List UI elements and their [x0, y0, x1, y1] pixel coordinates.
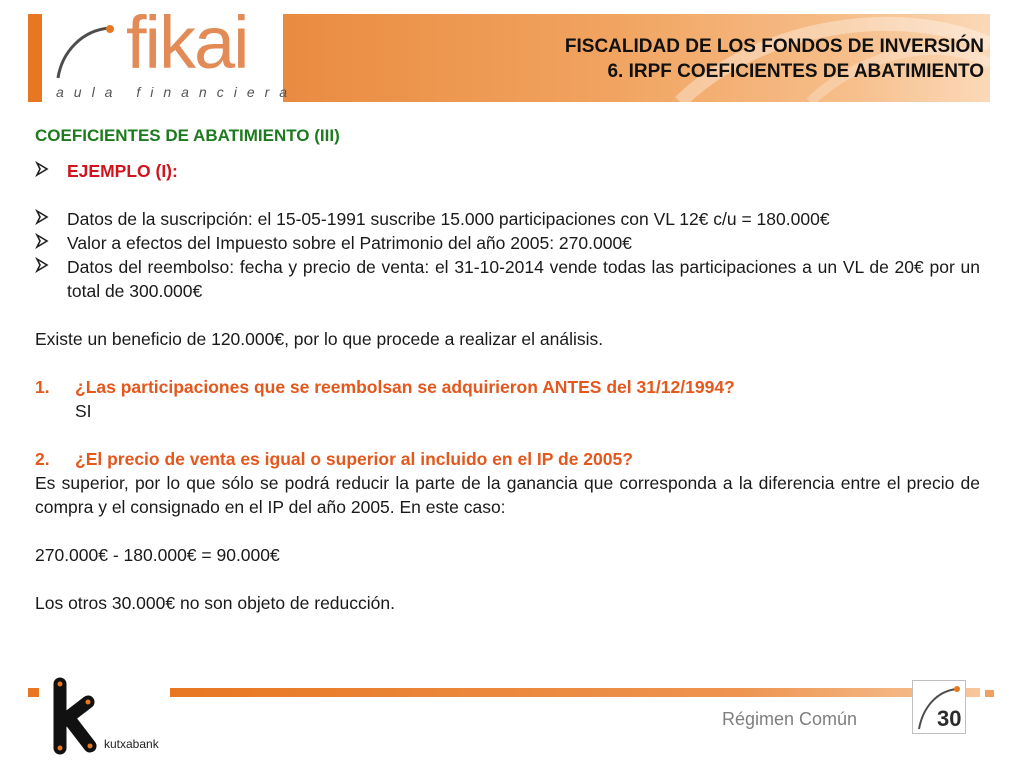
page-number: 30: [937, 706, 962, 731]
page-title: [565, 34, 984, 84]
arrow-bullet-icon: [35, 159, 55, 183]
example-label: EJEMPLO (I):: [67, 161, 178, 181]
footer-accent: [28, 688, 39, 697]
list-item: [35, 207, 980, 231]
question-1-number: 1.: [35, 377, 50, 397]
bullet-subscription: Datos de la suscripción: el 15-05-1991 suscribe 15.000 participaciones con VL 12€ c/u = 180.000€: [67, 209, 830, 229]
bullet-reembolso: Datos del reembolso: fecha y precio de venta: el 31-10-2014 vende todas las participaciones a un VL de 20€ por un total de 300.000€: [67, 257, 980, 301]
question-2: [35, 447, 980, 471]
question-2-answer: Es superior, por lo que sólo se podrá reducir la parte de la ganancia que corresponda a la diferencia entre el precio de compra y el consignado en el IP del año 2005. En este caso:: [35, 473, 980, 517]
logo-wordmark: fikai: [126, 1, 248, 84]
arrow-bullet-icon: [35, 231, 55, 255]
question-1: [35, 375, 980, 399]
benefit-text: Existe un beneficio de 120.000€, por lo que procede a realizar el análisis.: [35, 329, 604, 349]
kutxabank-logo-icon: [50, 676, 104, 758]
bullet-patrimonio: Valor a efectos del Impuesto sobre el Patrimonio del año 2005: 270.000€: [67, 233, 632, 253]
logo-accent-bar: [28, 14, 42, 102]
list-item: [35, 231, 980, 255]
question-1-text: ¿Las participaciones que se reembolsan se adquirieron ANTES del 31/12/1994?: [75, 377, 735, 397]
footer-bar: [170, 688, 980, 697]
arrow-bullet-icon: [35, 207, 55, 231]
section-heading: COEFICIENTES DE ABATIMIENTO (III): [35, 126, 340, 145]
bank-name: kutxabank: [104, 737, 159, 751]
fikai-logo-icon: [52, 22, 118, 82]
regime-label: Régimen Común: [722, 709, 858, 729]
title-line-1: FISCALIDAD DE LOS FONDOS DE INVERSIÓN: [564, 36, 984, 57]
question-1-answer: SI: [75, 401, 92, 421]
question-2-number: 2.: [35, 449, 50, 469]
slide-content: [35, 124, 980, 615]
list-item: [35, 255, 980, 303]
question-2-text: ¿El precio de venta es igual o superior al incluido en el IP de 2005?: [75, 449, 633, 469]
remainder-text: Los otros 30.000€ no son objeto de reducción.: [35, 593, 395, 613]
title-line-2: 6. IRPF COEFICIENTES DE ABATIMIENTO: [607, 61, 984, 82]
arrow-bullet-icon: [35, 255, 55, 279]
example-bullet: [35, 159, 980, 183]
footer-accent-end: [985, 690, 994, 697]
logo-subtitle: aula financiera: [56, 84, 298, 100]
calculation: 270.000€ - 180.000€ = 90.000€: [35, 545, 280, 565]
